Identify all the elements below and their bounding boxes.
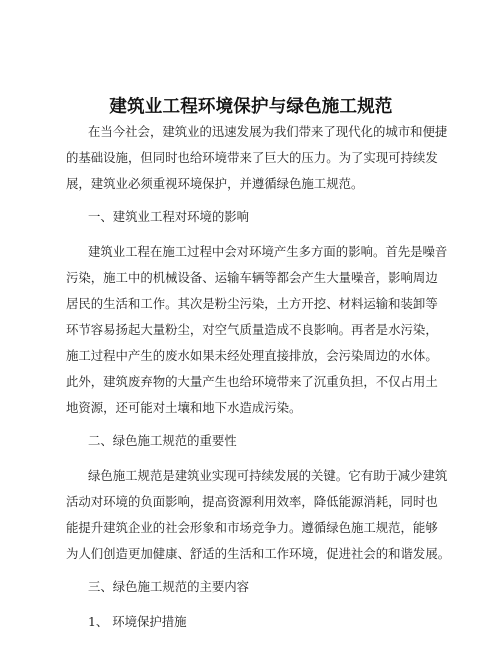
section1-line: 此外，建筑废弃物的大量产生也给环境带来了沉重负担，不仅占用土 — [66, 374, 438, 389]
document-title: 建筑业工程环境保护与绿色施工规范 — [109, 97, 393, 117]
section1-line: 居民的生活和工作。其次是粉尘污染，土方开挖、材料运输和装卸等 — [66, 296, 438, 311]
section2-line: 为人们创造更加健康、舒适的生活和工作环境，促进社会的和谐发展。 — [66, 546, 451, 561]
intro-line: 在当今社会，建筑业的迅速发展为我们带来了现代化的城市和便捷 — [88, 124, 448, 139]
section-heading-2: 二、绿色施工规范的重要性 — [88, 433, 237, 448]
section2-line: 活动对环境的负面影响，提高资源利用效率，降低能源消耗，同时也 — [66, 494, 438, 509]
section-heading-1: 一、建筑业工程对环境的影响 — [88, 209, 250, 224]
section1-line: 地资源，还可能对土壤和地下水造成污染。 — [66, 400, 302, 415]
section1-line: 环节容易扬起大量粉尘，对空气质量造成不良影响。再者是水污染， — [66, 322, 438, 337]
section1-line: 建筑业工程在施工过程中会对环境产生多方面的影响。首先是噪音 — [88, 244, 448, 259]
section1-line: 污染，施工中的机械设备、运输车辆等都会产生大量噪音，影响周边 — [66, 270, 438, 285]
section2-line: 能提升建筑企业的社会形象和市场竞争力。遵循绿色施工规范，能够 — [66, 520, 438, 535]
section2-line: 绿色施工规范是建筑业实现可持续发展的关键。它有助于减少建筑 — [88, 468, 448, 483]
intro-line: 展，建筑业必须重视环境保护，并遵循绿色施工规范。 — [66, 176, 364, 191]
section1-line: 施工过程中产生的废水如果未经处理直接排放，会污染周边的水体。 — [66, 348, 438, 363]
intro-line: 的基础设施，但同时也给环境带来了巨大的压力。为了实现可持续发 — [66, 150, 438, 165]
section-heading-3: 三、绿色施工规范的主要内容 — [88, 579, 250, 594]
subsection-heading: 1、 环境保护措施 — [88, 614, 187, 629]
